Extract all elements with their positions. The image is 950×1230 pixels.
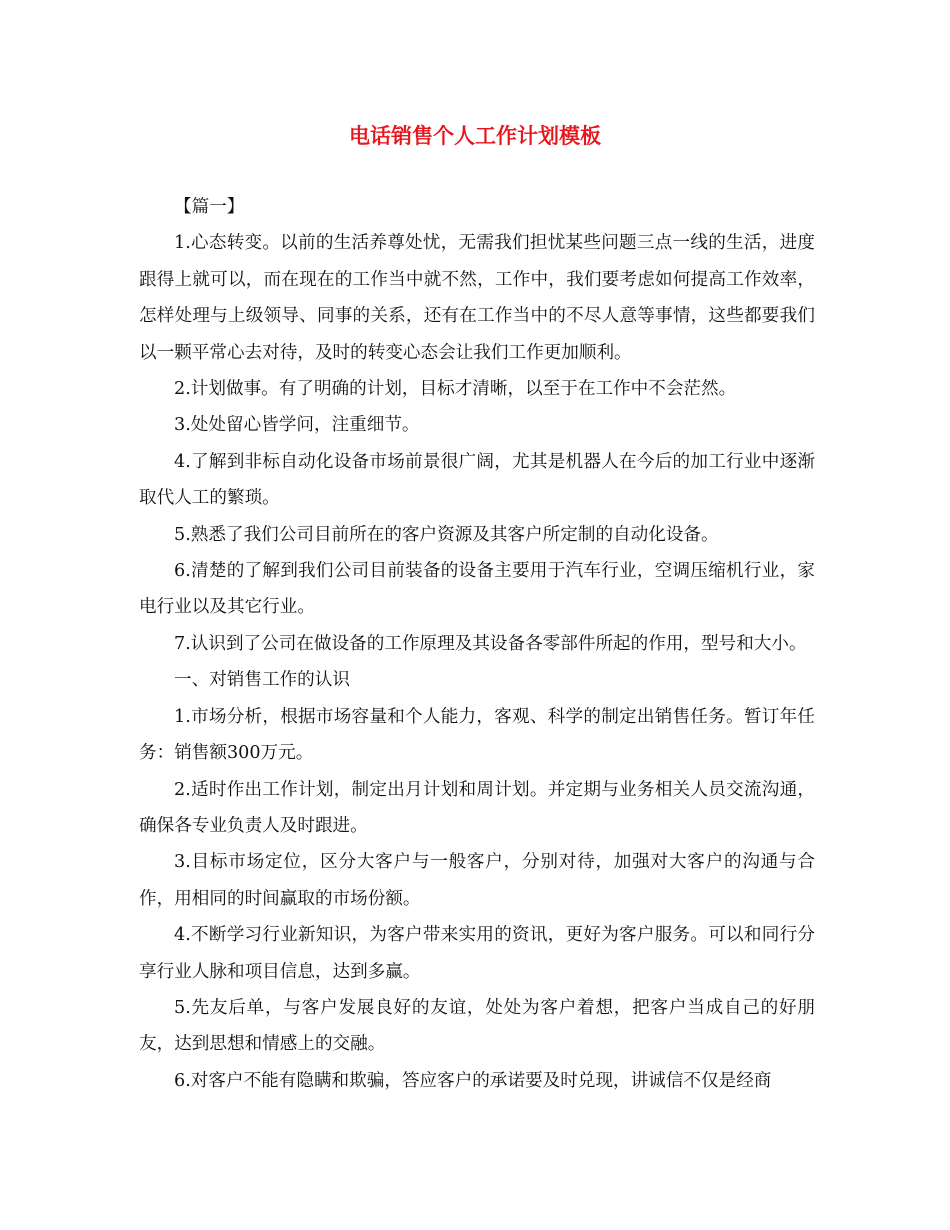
paragraph-work-plan: 2.适时作出工作计划，制定出月计划和周计划。并定期与业务相关人员交流沟通，确保各专业负责人及时跟进。 [139, 779, 815, 836]
document-title: 电话销售个人工作计划模板 [349, 123, 601, 148]
paragraph-honesty: 6.对客户不能有隐瞒和欺骗，答应客户的承诺要及时兑现，讲诚信不仅是经商 [174, 1070, 772, 1091]
paragraph-attention-to-detail: 3.处处留心皆学问，注重细节。 [174, 415, 420, 436]
document-body [139, 189, 815, 1099]
paragraph-market-analysis: 1.市场分析，根据市场容量和个人能力，客观、科学的制定出销售任务。暂订年任务：销售额300万元。 [139, 706, 815, 764]
paragraph-mindset-change: 1.心态转变。以前的生活养尊处忧，无需我们担忧某些问题三点一线的生活，进度跟得上就可以，而在现在的工作当中就不然，工作中，我们要考虑如何提高工作效率，怎样处理与上级领导、同事的关系，还有在工作当中的不尽人意等事情，这些都要我们以一颗平常心去对待，及时的转变心态会让我们工作更加顺利。 [139, 233, 815, 363]
paragraph-target-market: 3.目标市场定位，区分大客户与一般客户，分别对待，加强对大客户的沟通与合作，用相同的时间赢取的市场份额。 [139, 852, 815, 909]
paragraph-customer-resources: 5.熟悉了我们公司目前所在的客户资源及其客户所定制的自动化设备。 [174, 524, 719, 545]
paragraph-equipment-principles: 7.认识到了公司在做设备的工作原理及其设备各零部件所起的作用，型号和大小。 [174, 633, 807, 654]
paragraph-equipment-industries: 6.清楚的了解到我们公司目前装备的设备主要用于汽车行业，空调压缩机行业，家电行业以及其它行业。 [139, 561, 815, 618]
paragraph-continuous-learning: 4.不断学习行业新知识，为客户带来实用的资讯，更好为客户服务。可以和同行分享行业人脉和项目信息，达到多赢。 [139, 925, 815, 982]
paragraph-plan-work: 2.计划做事。有了明确的计划，目标才清晰，以至于在工作中不会茫然。 [174, 379, 737, 400]
paragraph-automation-market: 4.了解到非标自动化设备市场前景很广阔，尤其是机器人在今后的加工行业中逐渐取代人工的繁琐。 [139, 451, 815, 509]
paragraph-friendship-first: 5.先友后单，与客户发展良好的友谊，处处为客户着想，把客户当成自己的好朋友，达到思想和情感上的交融。 [139, 997, 815, 1055]
section-heading-sales-understanding: 一、对销售工作的认识 [174, 670, 350, 691]
section-heading-pian-yi: 【篇一】 [174, 197, 245, 217]
